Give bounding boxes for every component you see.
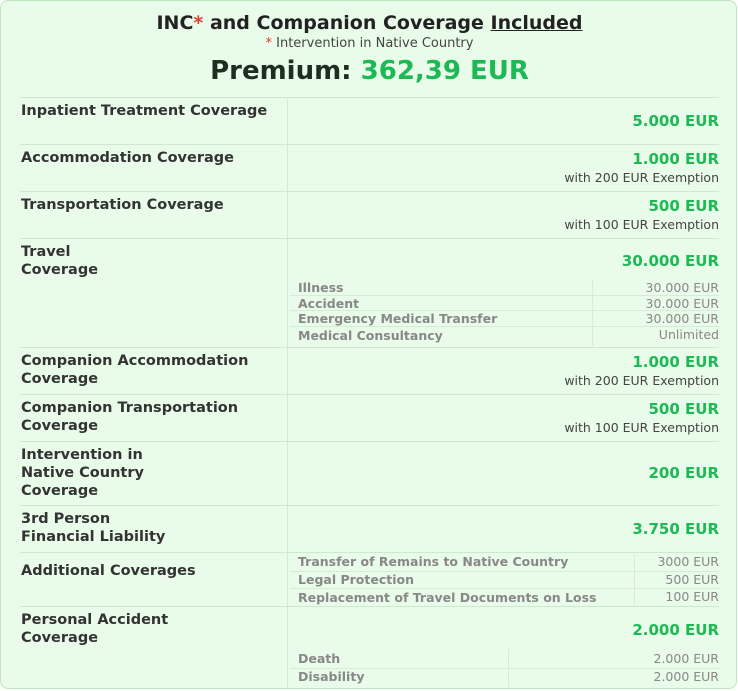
breakdown-name: Transfer of Remains to Native Country [298,554,569,569]
coverage-value: 500 EUR [648,400,719,418]
breakdown-name: Illness [298,280,344,295]
breakdown-name: Emergency Medical Transfer [298,311,498,326]
coverage-row-accommodation [20,144,719,191]
breakdown-row [290,649,719,665]
coverage-row-personal-accident [20,606,719,688]
coverage-label: Transportation Coverage [21,197,224,213]
coverage-value: 5.000 EUR [632,112,719,130]
column-divider [287,98,288,144]
coverage-label: Personal Accident Coverage [21,612,169,646]
coverage-value: 3.750 EUR [632,520,719,538]
breakdown-amount: 30.000 EUR [645,311,719,326]
coverage-label: Inpatient Treatment Coverage [21,103,268,119]
coverage-label: Companion Transportation Coverage [21,400,239,434]
breakdown-row [290,280,719,296]
coverage-row-transportation [20,191,719,238]
footnote-asterisk: * [265,36,272,51]
additional-breakdown [290,554,719,606]
coverage-label: Companion Accommodation Coverage [21,353,249,387]
column-divider [287,192,288,238]
coverage-value: 1.000 EUR [632,353,719,371]
coverage-label: Additional Coverages [21,563,196,579]
coverage-row-liability [20,505,719,552]
footnote [1,35,738,53]
column-divider [287,506,288,552]
breakdown-row [290,571,719,588]
breakdown-name: Disability [298,669,365,684]
coverage-row-additional [20,552,719,606]
column-divider [287,145,288,191]
coverage-row-intervention [20,441,719,505]
coverage-label: 3rd Person Financial Liability [21,511,166,545]
breakdown-amount: 500 EUR [665,572,719,587]
coverage-value: 30.000 EUR [621,252,719,270]
breakdown-row [290,295,719,311]
premium-label: Premium: [210,56,352,86]
breakdown-row [290,554,719,571]
coverage-value: 200 EUR [648,464,719,482]
coverage-value: 2.000 EUR [632,621,719,639]
premium [1,53,738,89]
coverage-label: Intervention in Native Country Coverage [21,447,144,499]
coverage-value: 500 EUR [648,197,719,215]
exemption-note: with 200 EUR Exemption [564,170,719,185]
breakdown-row [290,326,719,344]
column-divider [287,442,288,505]
exemption-note: with 200 EUR Exemption [564,373,719,388]
exemption-note: with 100 EUR Exemption [564,217,719,232]
exemption-note: with 100 EUR Exemption [564,420,719,435]
column-divider [287,395,288,441]
coverage-row-inpatient [20,97,719,144]
asterisk: * [193,12,204,34]
breakdown-name: Legal Protection [298,572,414,587]
coverage-row-companion-accommodation [20,347,719,394]
column-divider [287,607,288,688]
breakdown-name: Death [298,651,341,666]
premium-amount: 362,39 EUR [360,56,529,86]
footnote-text: Intervention in Native Country [276,36,474,51]
column-divider [287,239,288,347]
breakdown-amount: 2.000 EUR [653,651,719,666]
coverage-row-travel [20,238,719,347]
breakdown-amount: 3000 EUR [657,554,719,569]
plan-title-text: and Companion Coverage [203,12,491,34]
breakdown-name: Accident [298,296,360,311]
breakdown-row [290,588,719,606]
travel-breakdown [290,280,719,346]
breakdown-amount: 30.000 EUR [645,280,719,295]
breakdown-row [290,310,719,326]
breakdown-amount: 2.000 EUR [653,669,719,684]
personal-accident-breakdown [290,649,719,687]
breakdown-name: Replacement of Travel Documents on Loss [298,590,597,605]
plan-title [1,11,738,35]
plan-code: INC [156,12,194,34]
coverage-label: Accommodation Coverage [21,150,234,166]
column-divider [287,553,288,606]
breakdown-row [290,668,719,684]
coverage-label: Travel Coverage [21,244,99,278]
coverage-header [1,11,738,89]
coverage-row-companion-transportation [20,394,719,441]
breakdown-name: Medical Consultancy [298,328,443,343]
coverage-value: 1.000 EUR [632,150,719,168]
breakdown-amount: Unlimited [658,327,719,342]
included-link[interactable]: Included [490,12,583,34]
column-divider [287,348,288,394]
breakdown-amount: 30.000 EUR [645,296,719,311]
breakdown-amount: 100 EUR [665,589,719,604]
